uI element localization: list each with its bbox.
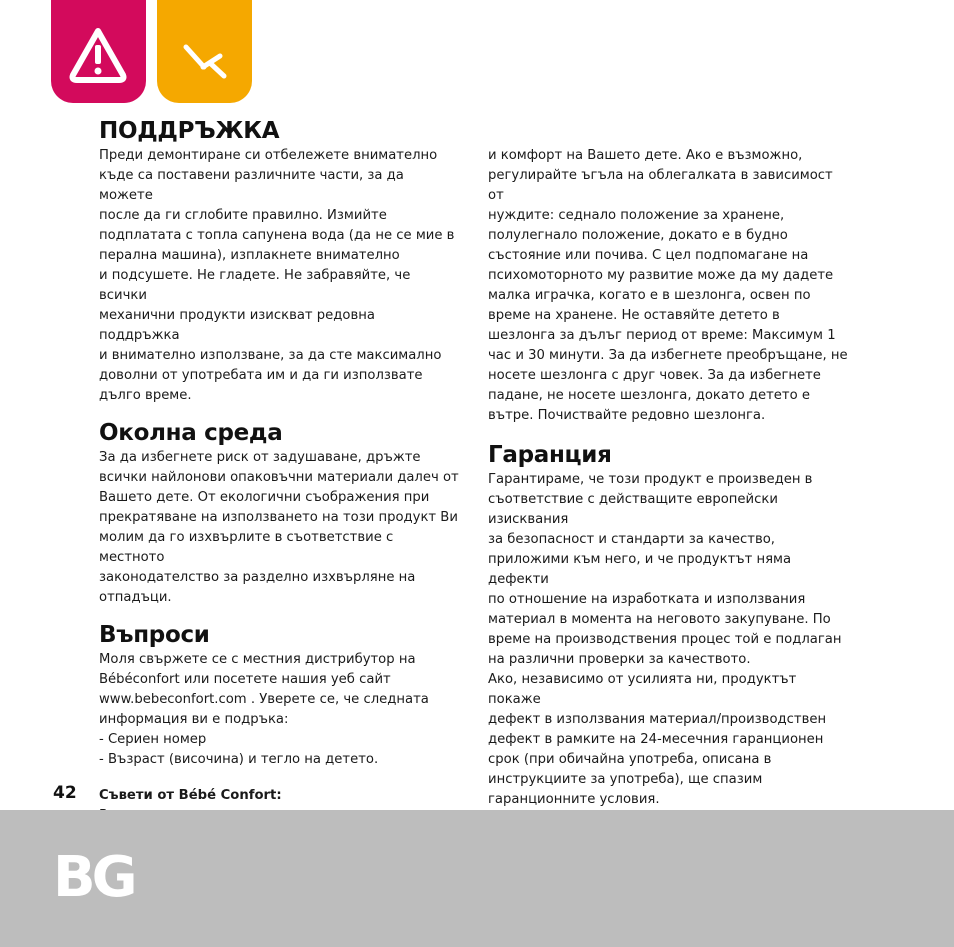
language-code: BG	[53, 845, 134, 910]
questions-text: Моля свържете се с местния дистрибутор на Bébéconfort или посетете нашия уеб сайт www.bebeconfort.com . Уверете се, че следната информация ви е подръка: - Сериен номер - Възраст (височина) и тегло на детето.	[99, 652, 429, 767]
environment-title: Околна среда	[99, 420, 283, 446]
footer-band	[0, 810, 954, 947]
tool-tab	[157, 0, 252, 103]
screwdriver-icon	[157, 0, 252, 103]
warranty-text: Гарантираме, че този продукт е произведен в съответствие с действащите европейски изисквания за безопасност и стандарти за качество, приложими към него, и че продуктът няма дефекти по отношение на изработката и използвания материал в момента на неговото закупуване. По време на производствения процес той е подлаган на различни проверки за качеството. Ако, независимо от усилията ни, продуктът покаже дефект в използвания материал/производствен дефект в рамките на 24-месечния гаранционен срок (при обичайна употреба, описана в инструкциите за употреба), ще спазим гаранционните условия.	[488, 472, 842, 807]
left-column	[99, 116, 459, 866]
warning-tab	[51, 0, 146, 103]
environment-text: За да избегнете риск от задушаване, дръжте всички найлонови опаковъчни материали далеч от Вашето дете. От екологични съображения при прекратяване на използването на този продукт Ви молим да го изхвърлите в съответствие с местното законодателство за разделно изхвърляне на отпадъци.	[99, 450, 459, 605]
questions-title: Въпроси	[99, 622, 210, 648]
tips-title: Съвети от Bébé Confort:	[99, 788, 282, 803]
warning-triangle-icon	[51, 0, 146, 103]
right-column	[488, 146, 852, 870]
maintenance-text: Преди демонтиране си отбележете внимателно къде са поставени различните части, за да можете после да ги сглобите правилно. Измийте подплатата с топла сапунена вода (да не се мие в перална машина), изплакнете внимателно и подсушете. Не гладете. Не забравяйте, че всички механични продукти изискват редовна поддръжка и внимателно използване, за да сте максимално доволни от употребата им и да ги използвате дълго време.	[99, 148, 455, 403]
page-number: 42	[53, 783, 77, 803]
tips-continued-text: и комфорт на Вашето дете. Ако е възможно, регулирайте ъгъла на облегалката в зависимост от нуждите: седнало положение за хранене, полулегнало положение, докато е в будно състояние или почива. С цел подпомагане на психомоторното му развитие може да му дадете малка играчка, когато е в шезлонга, освен по време на хранене. Не оставяйте детето в шезлонга за дълъг период от време: Максимум 1 час и 30 минути. За да избегнете преобръщане, не носете шезлонга с друг човек. За да избегнете падане, не носете шезлонга, докато детето е вътре. Почиствайте редовно шезлонга.	[488, 148, 848, 423]
maintenance-title: ПОДДРЪЖКА	[99, 118, 280, 144]
warranty-title: Гаранция	[488, 442, 612, 468]
